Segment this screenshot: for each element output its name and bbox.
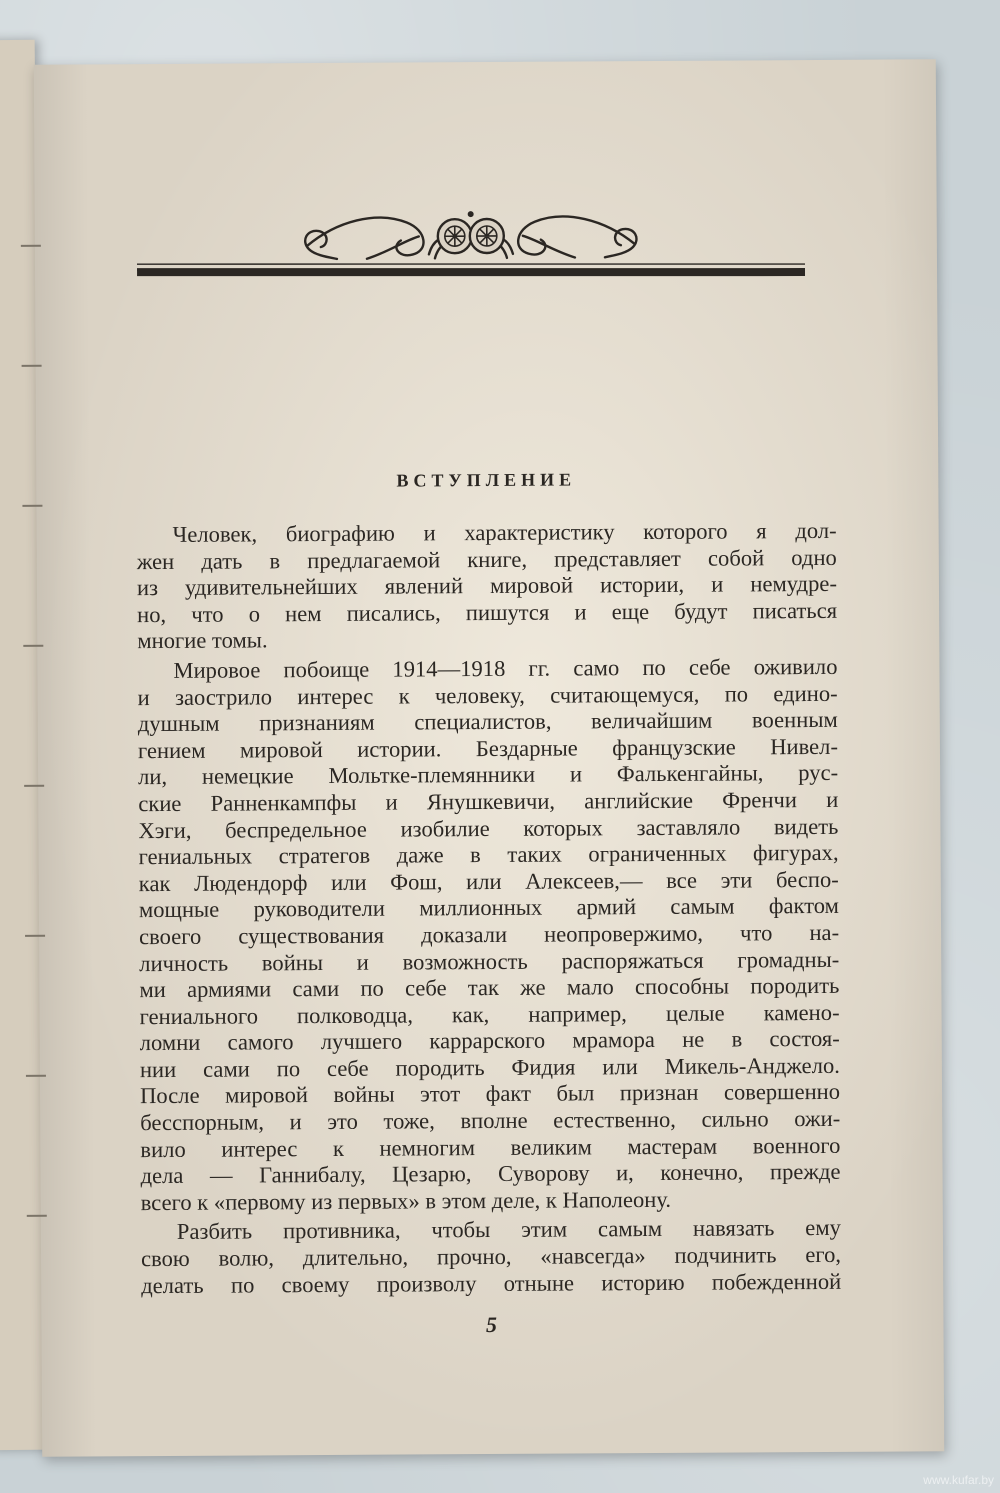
- text-line: Человек, биографию и характеристику которого я дол-: [172, 517, 837, 547]
- text-line: из удивительнейших явлений мировой истории, и немудре-: [136, 571, 838, 601]
- text-line: и заострило интерес к человеку, считающемуся, по едино-: [137, 680, 838, 710]
- text-line: ли, немецкие Мольтке-племянники и Фалькенгайны, рус-: [138, 760, 839, 790]
- text-line: дела — Ганнибалу, Цезарю, Суворову и, конечно, прежде: [140, 1159, 841, 1189]
- text-line: После мировой войны этот факт был признан совершенно: [139, 1079, 841, 1109]
- text-line: вило интерес к немногим великим мастерам военного: [140, 1132, 841, 1162]
- text-line: личность войны и возможность распоряжаться громадны-: [139, 946, 840, 976]
- watermark: www.kufar.by: [923, 1473, 994, 1487]
- text-line: гениальных стратегов даже в таких ограниченных фигурах,: [138, 839, 839, 870]
- chapter-heading: ВСТУПЛЕНИЕ: [396, 469, 577, 491]
- page-number: 5: [485, 1311, 498, 1338]
- text-line: жен дать в предлагаемой книге, представляет собой одно: [136, 544, 837, 574]
- text-line: ми армиями сами по себе так же мало способны породить: [139, 972, 840, 1003]
- text-line: делать по своему произволу отныне историю побежденной: [141, 1268, 842, 1298]
- text-line: Хэги, беспредельное изобилие которых заставляло видеть: [138, 813, 839, 843]
- text-line: мощные руководители миллионных армий самым фактом: [138, 893, 839, 923]
- paragraph: [141, 1215, 841, 1299]
- text-line: бесспорным, и это тоже, вполне естественно, сильно ожи-: [140, 1105, 841, 1136]
- body-text: [137, 518, 842, 1299]
- text-line: ские Ранненкампфы и Янушкевичи, английские Френчи и: [138, 786, 839, 817]
- text-line: но, что о нем писались, пишутся и еще будут писаться: [137, 597, 838, 627]
- text-line: всего к «первому из первых» в этом деле, к Наполеону.: [140, 1186, 672, 1215]
- text-line: гениального полководца, как, например, целые камено-: [139, 999, 840, 1029]
- text-line: ломни самого лучшего каррарского мрамора не в состоя-: [139, 1026, 840, 1056]
- text-line: нии сами по себе породить Фидия или Микель-Анджело.: [139, 1052, 840, 1083]
- text-line: свою волю, длительно, прочно, «навсегда» подчинить его,: [140, 1241, 842, 1272]
- text-line: своего существования доказали неопровержимо, что на-: [139, 919, 840, 950]
- text-line: Разбить противника, чтобы этим самым навязать ему: [176, 1215, 841, 1245]
- text-line: душным признаниям специалистов, величайшим военным: [137, 707, 838, 737]
- text-line: гением мировой истории. Бездарные французские Нивел-: [137, 733, 839, 763]
- paragraph: [137, 654, 840, 1217]
- book-page: [34, 59, 944, 1456]
- decorative-header-ornament: [137, 198, 805, 284]
- text-line: как Людендорф или Фош, или Алексеев,— все эти беспо-: [138, 866, 839, 896]
- paragraph: [137, 518, 838, 655]
- text-line: Мировое побоище 1914—1918 гг. само по себе оживило: [173, 653, 838, 683]
- text-line: многие томы.: [137, 627, 268, 654]
